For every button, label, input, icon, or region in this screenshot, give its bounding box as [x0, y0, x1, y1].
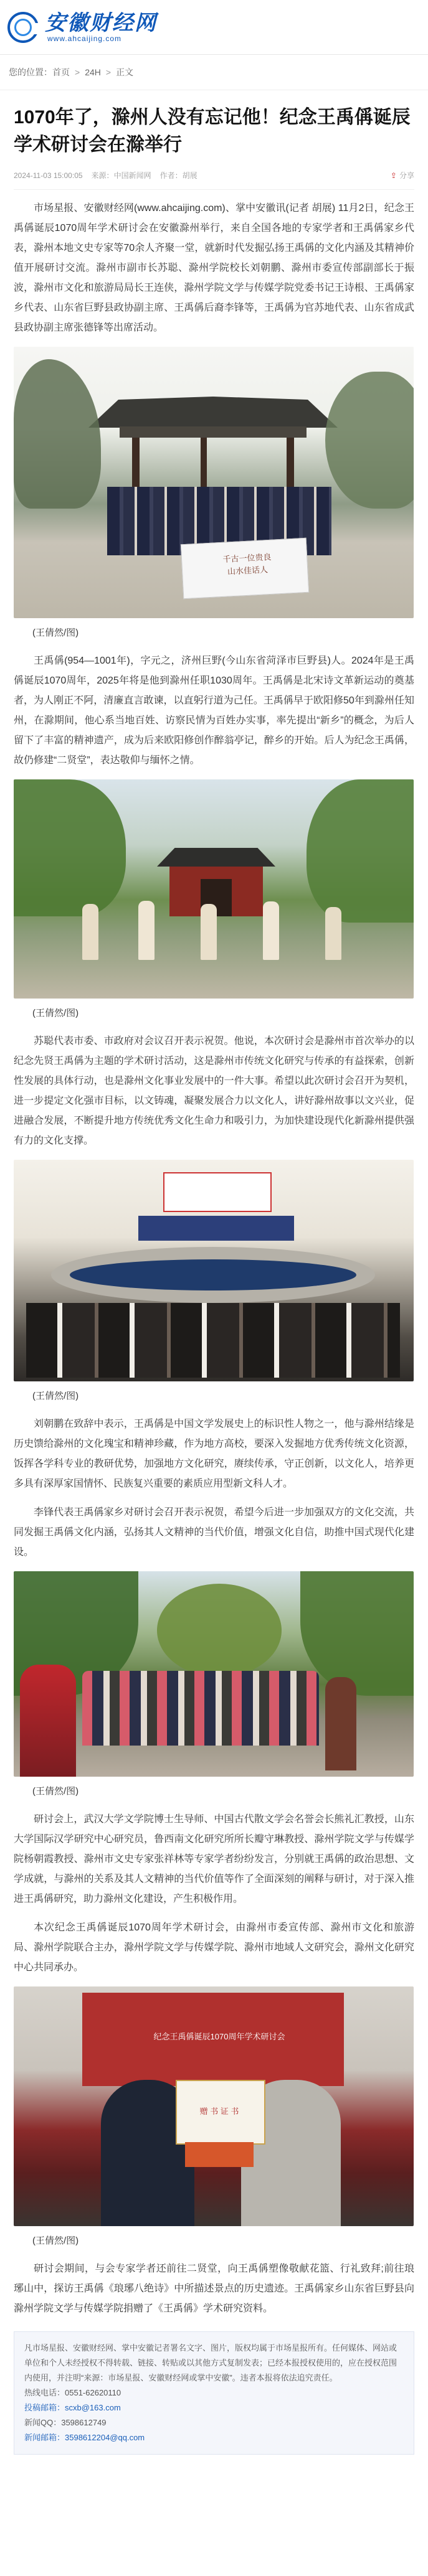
paragraph: 刘朝鹏在致辞中表示，王禹偁是中国文学发展史上的标识性人物之一，他与滁州结缘是历史馈给滁州的文化瑰宝和精神珍藏，作为地方高校，要深入发掘地方优秀传统文化资源，饭挥各学科专业的教研优势，加强地方文化研究，赓续传承，守正创新，以文化人，培养更多具有深厚家国情怀、民族复兴重要的素质应用型新文科人才。 — [14, 1419, 414, 1489]
news-qq: 新闻QQ：3598612749 — [24, 2418, 107, 2427]
logo-icon — [7, 12, 39, 43]
news-email[interactable]: 新闻邮箱：3598612204@qq.com — [24, 2433, 145, 2442]
share-icon: ⇪ — [390, 171, 397, 180]
photo-group-pavilion — [14, 347, 414, 618]
publish-date: 2024-11-03 15:00:05 — [14, 171, 83, 180]
paragraph: 李锋代表王禹偁家乡对研讨会召开表示祝贺，希望今后进一步加强双方的文化交流，共同发掘王禹偁文化内涵，弘扬其人文精神的当代价值，增强文化自信，助推中国式现代化建设。 — [14, 1507, 414, 1558]
share-button[interactable] — [391, 170, 414, 181]
author: 作者：胡展 — [159, 171, 197, 180]
paragraph: 研讨会上，武汉大学文学院博士生导师、中国古代散文学会名誉会长熊礼汇教授，山东大学国际汉学研究中心研究员，鲁西南文化研究所所长瓣守琳教授、滁州学院文学与传媒学院杨朝霞教授、滁州市文史专家张祥林等专家学者纷纷发言，分别就王禹偁的政治思想、文学成就，与滁州的关系及其人文精神的当代价值等作了全面深刻的阐释与研讨，对于深入推进王禹偁研究，助力滁州文化建设，产生积极作用。 — [14, 1814, 414, 1904]
hotline: 热线电话：0551-62620110 — [24, 2388, 121, 2397]
breadcrumb-24h[interactable]: 24H — [85, 67, 101, 77]
breadcrumb — [0, 55, 428, 90]
image-caption: (王倩然/图) — [32, 628, 79, 638]
image-caption: (王倩然/图) — [32, 1391, 79, 1401]
photo-conference-room — [14, 1160, 414, 1381]
source-prefix: 来源： — [91, 171, 114, 180]
breadcrumb-separator: > — [75, 67, 80, 77]
slide-title: 纪念王禹偁诞辰1070周年学术研讨会 — [153, 2032, 285, 2041]
copyright-text: 凡市场星报、安徽财经网、掌中安徽记者署名文字、图片，版权均属于市场星报所有。任何媒体、网站或单位和个人未经授权不得转载、链接、转贴或以其他方式复制发表；已经本报授权使用的，应在授权范围内使用，并注明“来源：市场星报、安徽财经网或掌中安徽”。违者本报将依法追究责任。 — [24, 2343, 397, 2382]
page-bottom — [0, 2455, 428, 2471]
share-label: 分享 — [399, 171, 414, 180]
paragraph: 研讨会期间，与会专家学者还前往二贤堂，向王禹偁塑像敬献花篮、行礼致拜;前往琅琊山中，探访王禹偁《琅琊八绝诗》中所描述景点的历史遗迹。王禹偁家乡山东省巨野县向滁州学院文学与传媒学院捐赠了《王禹偁》学术研究资料。 — [14, 2263, 414, 2314]
image-caption: (王倩然/图) — [32, 1008, 79, 1018]
photo-outdoor-visit — [14, 1571, 414, 1777]
photo-memorial-ceremony — [14, 779, 414, 999]
site-header — [0, 0, 428, 55]
paragraph: 王禹偁(954—1001年)，字元之，济州巨野(今山东省菏泽市巨野县)人。2024年是王禹偁诞辰1070周年，2025年将是他到滁州任职1030周年。王禹偁是北宋诗文革新运动的奠基者，为人刚正不阿，清廉直言敢谏，以直躬行道为己任。王禹偁早于欧阳修50年到滁州任知州，在滁期间，他心系当地百姓、访察民情为百姓办实事，率先提出“新乡”的概念，为后人留下了丰富的精神遗产，成为后来欧阳修创作醉翁亭记，醉乡的开始。后人为纪念王禹偁，故仍修建“二贤堂”，表达敬仰与缅怀之情。 — [14, 656, 414, 766]
logo-title: 安徽财经网 — [45, 11, 157, 35]
banner-text: 千古一位贵良 山水佳话人 — [222, 552, 272, 576]
source-name: 中国新闻网 — [113, 171, 151, 180]
image-caption: (王倩然/图) — [32, 1786, 79, 1797]
article-body — [0, 104, 428, 2319]
photo-book-donation — [14, 1986, 414, 2226]
article-title: 1070年了，滁州人没有忘记他！纪念王禹偁诞辰学术研讨会在滁举行 — [14, 107, 411, 155]
source-label — [92, 170, 151, 181]
submission-email[interactable]: 投稿邮箱：scxb@163.com — [24, 2403, 121, 2412]
article-meta — [14, 170, 414, 190]
paragraph: 本次纪念王禹偁诞辰1070周年学术研讨会，由滁州市委宣传部、滁州市文化和旅游局、滁州学院联合主办，滁州学院文学与传媒学院、滁州市地域人文研究会，滁州文化研究中心共同承办。 — [14, 1922, 414, 1973]
image-caption: (王倩然/图) — [32, 2235, 79, 2246]
breadcrumb-separator: > — [105, 67, 112, 77]
breadcrumb-current: 正文 — [116, 67, 134, 77]
site-logo[interactable] — [7, 12, 157, 43]
award-text: 赠 书 证 书 — [199, 2107, 239, 2116]
breadcrumb-prefix: 您的位置： — [9, 67, 52, 77]
paragraph: 市场星报、安徽财经网(www.ahcaijing.com)、掌中安徽讯(记者 胡展) 11月2日，纪念王禹偁诞辰1070周年学术研讨会在安徽滁州举行，来自全国各地的专家学者和王禹偁家乡代表，滁州本地文史专家等70余人齐聚一堂，就新时代发掘弘扬王禹偁的文化内涵及其精神价值开展研讨交流。滁州市副市长苏聪、滁州学院校长刘朝鹏、滁州市委宣传部副部长于振波，滁州市文化和旅游局局长王连侠，滁州学院文学与传媒学院党委书记王诗根、王禹偁家乡代表、山东省巨野县政协副主席、王禹偁后裔李锋等，王禹偁为官苏地代表、山东省成武县政协副主席张德锋等出席活动。 — [14, 203, 414, 333]
copyright-notice — [14, 2331, 414, 2455]
breadcrumb-home[interactable]: 首页 — [52, 67, 70, 77]
paragraph: 苏聪代表市委、市政府对会议召开表示祝贺。他说，本次研讨会是滁州市首次举办的以纪念先贤王禹偁为主题的学术研讨活动，这是滁州市传统文化研究与传承的有益探索，创新性发展的具体行动，也是滁州文化事业发展中的一件大事。希望以此次研讨会召开为契机，进一步提定文化强市目标，以文铸魂，凝聚发展合力以文化人，讲好滁州故事以文兴业，促进融合发展，不断提升地方传统优秀文化生命力和吸引力，为加快建设现代化新滁州提供强有力的文化支撑。 — [14, 1036, 414, 1146]
logo-url: www.ahcaijing.com — [47, 34, 122, 43]
